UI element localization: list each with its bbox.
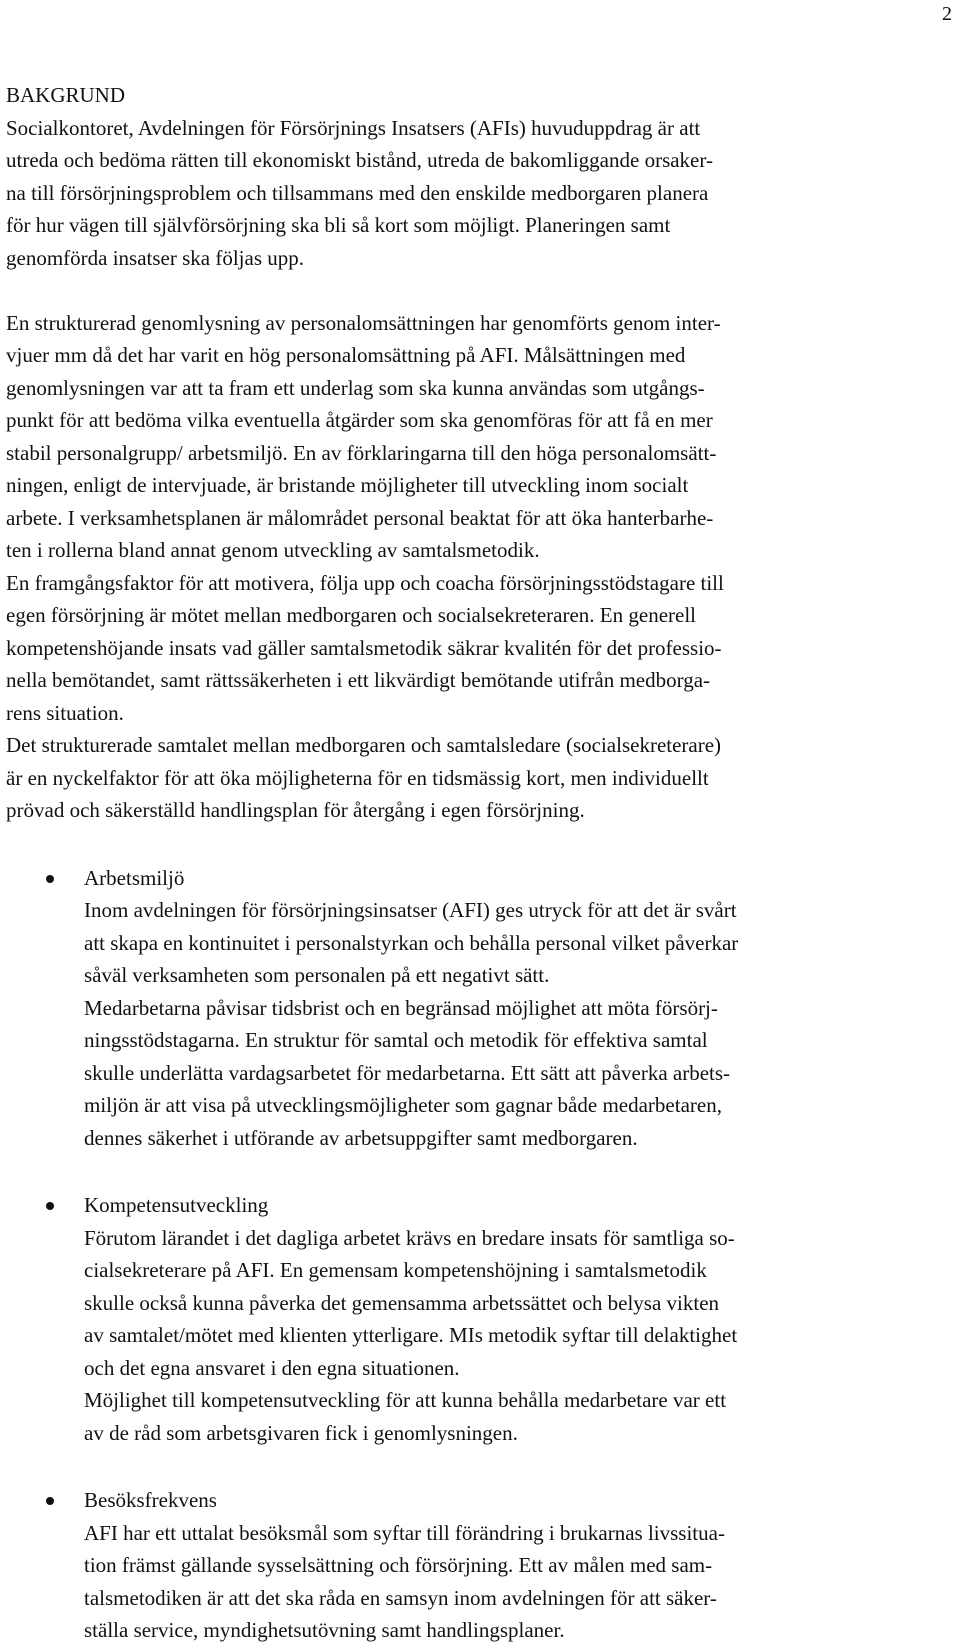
bullet-dot-icon	[46, 875, 54, 883]
bullet-dot-icon	[46, 1202, 54, 1210]
document-body	[6, 79, 954, 1647]
bullet-paragraph: AFI har ett uttalat besöksmål som syftar till förändring i brukarnas livssitua- tion främst gällande sysselsättning och försörjning. Ett av målen med sam- talsmetodiken är att det ska råda en samsyn inom avdelningen för att säker- ställa service, myndighetsutövning samt handlingsplaner.	[84, 1520, 725, 1642]
bullet-kompetensutveckling	[6, 1189, 954, 1449]
bullet-spacer	[6, 1449, 954, 1484]
bullet-paragraph: Medarbetarna påvisar tidsbrist och en begränsad möjlighet att möta försörj- ningsstödstagarna. En struktur för samtal och metodik för effektiva samtal skulle underlätta vardagsarbetet för medarbetarna. Ett sätt att påverka arbets- miljön är att visa på utvecklingsmöjligheter som gagnar både medarbetaren, dennes säkerhet i utförande av arbetsuppgifter samt medborgaren.	[84, 995, 731, 1150]
paragraph-framgangsfaktor: En framgångsfaktor för att motivera, följa upp och coacha försörjningsstödstagare till egen försörjning är mötet mellan medborgaren och socialsekreteraren. En generell kompetenshöjande insats vad gäller samtalsmetodik säkrar kvalitén för det professio- nella bemötandet, samt rättssäkerheten i ett likvärdigt bemötande utifrån medborga- rens situation.	[6, 570, 724, 725]
paragraph-intro: Socialkontoret, Avdelningen för Försörjnings Insatsers (AFIs) huvuduppdrag är att utreda och bedöma rätten till ekonomiskt bistånd, utreda de bakomliggande orsaker- na till försörjningsproblem och tillsammans med den enskilde medborgaren planera för hur vägen till självförsörjning ska bli så kort som möjligt. Planeringen samt genomförda insatser ska följas upp.	[6, 115, 713, 270]
section-heading: BAKGRUND	[6, 83, 126, 107]
bullet-paragraph: Förutom lärandet i det dagliga arbetet krävs en bredare insats för samtliga so- cialsekreterare på AFI. En gemensam kompetenshöjning i samtalsmetodik skulle också kunna påverka det gemensamma arbetssättet och belysa vikten av samtalet/mötet med klienten ytterligare. MIs metodik syftar till delaktighet och det egna ansvaret i den egna situationen.	[84, 1225, 738, 1380]
bullet-arbetsmiljo	[6, 862, 954, 1155]
paragraph-spacer	[6, 274, 954, 307]
bullet-title: Arbetsmiljö	[84, 865, 185, 890]
bullet-paragraph: Möjlighet till kompetensutveckling för att kunna behålla medarbetare var ett av de råd som arbetsgivaren fick i genomlysningen.	[84, 1388, 727, 1445]
bullet-paragraph: Inom avdelningen för försörjningsinsatser (AFI) ges utryck för att det är svårt att skapa en kontinuitet i personalstyrkan och behålla personal vilket påverkar såväl verksamheten som personalen på ett negativt sätt.	[84, 898, 739, 987]
bullet-title: Besöksfrekvens	[84, 1488, 217, 1512]
paragraph-strukturerade-samtalet: Det strukturerade samtalet mellan medborgaren och samtalsledare (socialsekreterare) är en nyckelfaktor för att öka möjligheterna för en tidsmässig kort, men individuellt prövad och säkerställd handlingsplan för återgång i egen försörjning.	[6, 733, 722, 822]
bullet-dot-icon	[46, 1497, 54, 1505]
bullet-besoksfrekvens	[6, 1484, 954, 1647]
page-number: 2	[942, 3, 952, 25]
bullet-spacer	[6, 1154, 954, 1189]
bullet-spacer	[6, 827, 954, 862]
bullet-title: Kompetensutveckling	[84, 1193, 269, 1217]
paragraph-genomlysning: En strukturerad genomlysning av personalomsättningen har genomförts genom inter- vjuer mm då det har varit en hög personalomsättning på AFI. Målsättningen med genomlysningen var att ta fram ett underlag som ska kunna användas som utgångs- punkt för att bedöma vilka eventuella åtgärder som ska genomföras för att få en mer stabil personalgrupp/ arbetsmiljö. En av förklaringarna till den höga personalomsätt- ningen, enligt de intervjuade, är bristande möjligheter till utveckling inom socialt arbete. I verksamhetsplanen är målområdet personal beaktat för att öka hanterbarhe- ten i rollerna bland annat genom utveckling av samtalsmetodik.	[6, 310, 721, 562]
